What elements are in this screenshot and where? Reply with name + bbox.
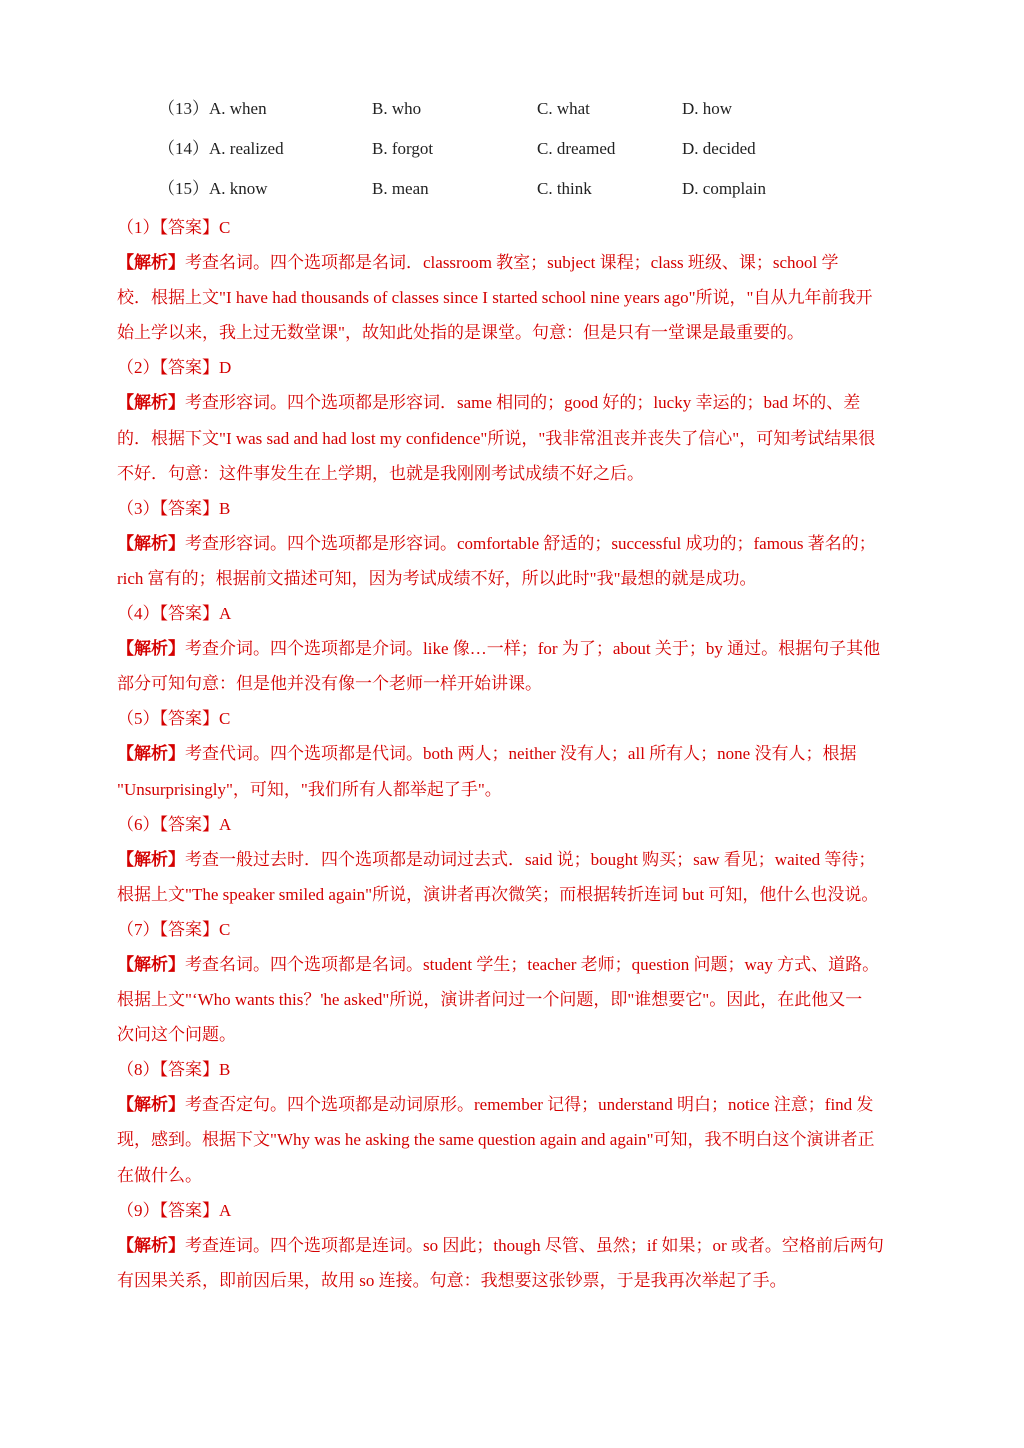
- analysis-line: [117, 456, 937, 491]
- analysis-line: [117, 561, 937, 596]
- answer-block: [117, 596, 937, 701]
- option-c: C. what: [537, 99, 590, 118]
- analysis-text: 根据上文"‘Who wants this？'he asked"所说，演讲者问过一个问题，即"谁想要它"。因此，在此他又一: [117, 990, 863, 1010]
- question-number: （13）: [158, 99, 209, 118]
- analysis-text: 考查名词。四个选项都是名词．classroom 教室；subject 课程；class 班级、课；school 学: [185, 253, 839, 273]
- analysis-label: 【解析】: [117, 393, 185, 413]
- analysis-line: [117, 1122, 937, 1157]
- option-a: [158, 92, 267, 126]
- answer-line: （6）【答案】A: [117, 814, 232, 834]
- option-a-text: A. realized: [209, 139, 284, 158]
- option-a-text: A. when: [209, 99, 267, 118]
- analysis-text: "Unsurprisingly"，可知，"我们所有人都举起了手"。: [117, 779, 502, 799]
- options-table: [158, 92, 958, 212]
- analysis-label: 【解析】: [117, 1095, 185, 1115]
- analysis-text: 在做什么。: [117, 1165, 202, 1185]
- analysis-text: 考查形容词。四个选项都是形容词。comfortable 舒适的；successful 成功的；famous 著名的；: [185, 533, 876, 553]
- analysis-text: 校．根据上文"I have had thousands of classes since I started school nine years ago"所说，"自从九年前我开: [117, 288, 873, 308]
- answer-block: [117, 491, 937, 596]
- analysis-line: [117, 421, 937, 456]
- question-number: （14）: [158, 139, 209, 158]
- analysis-line: [117, 1158, 937, 1193]
- analysis-text: 考查否定句。四个选项都是动词原形。remember 记得；understand 明白；notice 注意；find 发: [185, 1095, 874, 1115]
- analysis-line: [117, 1087, 937, 1122]
- analysis-label: 【解析】: [117, 253, 185, 273]
- analysis-text: 有因果关系，即前因后果，故用 so 连接。句意：我想要这张钞票，于是我再次举起了手。: [117, 1270, 787, 1290]
- analysis-line: [117, 842, 937, 877]
- answer-block: [117, 210, 937, 350]
- analysis-line: [117, 982, 937, 1017]
- analysis-text: 考查介词。四个选项都是介词。like 像…一样；for 为了；about 关于；by 通过。根据句子其他: [185, 639, 881, 659]
- answer-block: [117, 350, 937, 490]
- option-a: [158, 172, 268, 206]
- analysis-label: 【解析】: [117, 954, 185, 974]
- answer-key: [117, 210, 937, 1298]
- analysis-text: 次问这个问题。: [117, 1025, 236, 1045]
- analysis-text: 考查代词。四个选项都是代词。both 两人；neither 没有人；all 所有人；none 没有人；根据: [185, 744, 857, 764]
- answer-line: （9）【答案】A: [117, 1200, 232, 1220]
- analysis-text: 的．根据下文"I was sad and had lost my confidence"所说，"我非常沮丧并丧失了信心"，可知考试结果很: [117, 428, 876, 448]
- analysis-text: 现，感到。根据下文"Why was he asking the same question again and again"可知，我不明白这个演讲者正: [117, 1130, 875, 1150]
- analysis-text: 考查一般过去时．四个选项都是动词过去式．said 说；bought 购买；saw 看见；waited 等待；: [185, 849, 876, 869]
- option-a: [158, 132, 284, 166]
- option-d: D. decided: [682, 139, 756, 158]
- answer-block: [117, 1052, 937, 1192]
- analysis-line: [117, 1228, 937, 1263]
- analysis-line: [117, 245, 937, 280]
- option-a-text: A. know: [209, 179, 268, 198]
- analysis-text: rich 富有的；根据前文描述可知，因为考试成绩不好，所以此时"我"最想的就是成功。: [117, 568, 757, 588]
- answer-block: [117, 807, 937, 912]
- answer-line: （1）【答案】C: [117, 218, 231, 237]
- analysis-line: [117, 666, 937, 701]
- analysis-text: 考查名词。四个选项都是名词。student 学生；teacher 老师；question 问题；way 方式、道路。: [185, 954, 880, 974]
- analysis-label: 【解析】: [117, 744, 185, 764]
- analysis-text: 部分可知句意：但是他并没有像一个老师一样开始讲课。: [117, 674, 542, 694]
- answer-block: [117, 701, 937, 806]
- option-b: B. who: [372, 99, 422, 118]
- analysis-line: [117, 736, 937, 771]
- analysis-line: [117, 1263, 937, 1298]
- option-row-13: [158, 92, 958, 132]
- option-c: C. think: [537, 179, 592, 198]
- answer-line: （7）【答案】C: [117, 919, 231, 939]
- analysis-line: [117, 385, 937, 420]
- answer-block: [117, 1193, 937, 1298]
- analysis-line: [117, 877, 937, 912]
- answer-line: （2）【答案】D: [117, 358, 232, 378]
- analysis-line: [117, 631, 937, 666]
- answer-line: （4）【答案】A: [117, 604, 232, 624]
- analysis-text: 考查形容词。四个选项都是形容词．same 相同的；good 好的；lucky 幸运的；bad 坏的、差: [185, 393, 861, 413]
- analysis-line: [117, 772, 937, 807]
- option-b: B. mean: [372, 179, 429, 198]
- analysis-line: [117, 280, 937, 315]
- analysis-text: 不好．句意：这件事发生在上学期，也就是我刚刚考试成绩不好之后。: [117, 463, 644, 483]
- analysis-label: 【解析】: [117, 533, 185, 553]
- option-b: B. forgot: [372, 139, 434, 158]
- answer-line: （3）【答案】B: [117, 498, 231, 518]
- analysis-text: 始上学以来，我上过无数堂课"，故知此处指的是课堂。句意：但是只有一堂课是最重要的。: [117, 323, 804, 343]
- option-row-15: [158, 172, 958, 212]
- option-row-14: [158, 132, 958, 172]
- option-c: C. dreamed: [537, 139, 616, 158]
- analysis-text: 根据上文"The speaker smiled again"所说，演讲者再次微笑；而根据转折连词 but 可知，他什么也没说。: [117, 884, 879, 904]
- answer-block: [117, 912, 937, 1052]
- analysis-label: 【解析】: [117, 639, 185, 659]
- question-number: （15）: [158, 179, 209, 198]
- analysis-label: 【解析】: [117, 1235, 185, 1255]
- analysis-label: 【解析】: [117, 849, 185, 869]
- analysis-line: [117, 1017, 937, 1052]
- analysis-line: [117, 315, 937, 350]
- answer-line: （8）【答案】B: [117, 1060, 231, 1080]
- option-d: D. how: [682, 99, 733, 118]
- answer-line: （5）【答案】C: [117, 709, 231, 729]
- option-d: D. complain: [682, 179, 767, 198]
- analysis-line: [117, 526, 937, 561]
- analysis-text: 考查连词。四个选项都是连词。so 因此；though 尽管、虽然；if 如果；or 或者。空格前后两句: [185, 1235, 884, 1255]
- analysis-line: [117, 947, 937, 982]
